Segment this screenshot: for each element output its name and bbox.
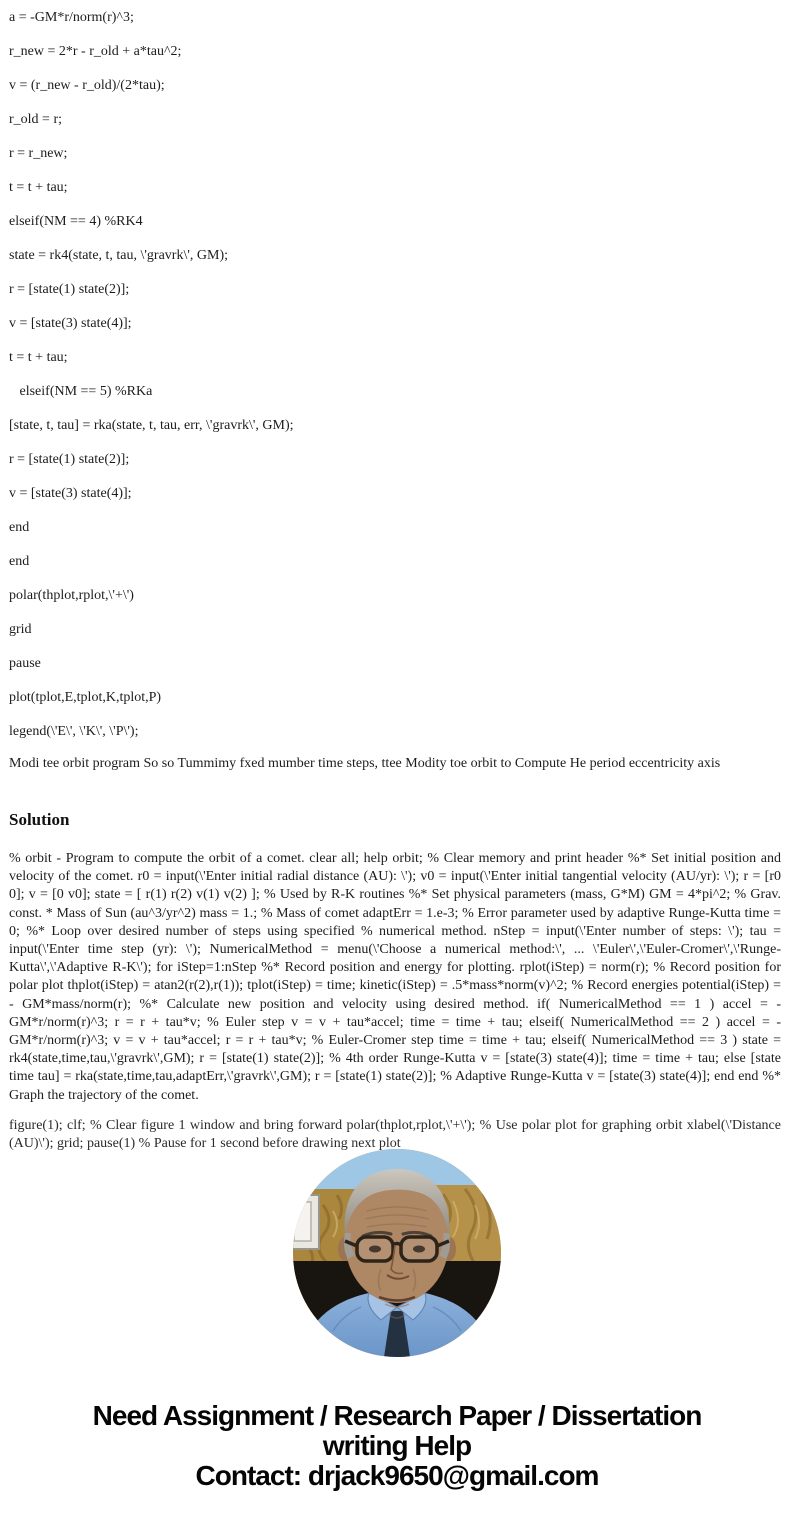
code-line: v = [state(3) state(4)];	[9, 486, 132, 501]
code-line: r_new = 2*r - r_old + a*tau^2;	[9, 44, 182, 59]
code-line: r = r_new;	[9, 146, 68, 161]
code-line: a = -GM*r/norm(r)^3;	[9, 10, 134, 25]
solution-heading: Solution	[9, 810, 70, 829]
code-line: t = t + tau;	[9, 350, 68, 365]
code-line: legend(\'E\', \'K\', \'P\');	[9, 724, 139, 739]
code-line: r_old = r;	[9, 112, 62, 127]
code-line: v = (r_new - r_old)/(2*tau);	[9, 78, 165, 93]
solution-paragraph: % orbit - Program to compute the orbit of a comet. clear all; help orbit; % Clear memory and print header %* Set initial position and velocity of the comet. r0 = input(\'Enter initial radial distance (AU): \'); v0 = input(\'Enter initial tangential velocity (AU/yr): \'); r = [r0 0]; v = [0 v0]; state = [ r(1) r(2) v(1) v(2) ]; % Used by R-K routines %* Set physical parameters (mass, G*M) GM = 4*pi^2; % Grav. const. * Mass of Sun (au^3/yr^2) mass = 1.; % Mass of comet adaptErr = 1.e-3; % Error parameter used by adaptive Runge-Kutta time = 0; %* Loop over desired number of steps using specified % numerical method. nStep = input(\'Enter number of steps: \'); tau = input(\'Enter time step (yr): \'); NumericalMethod = menu(\'Choose a numerical method:\', ... \'Euler\',\'Euler-Cromer\',\'Runge-Kutta\',\'Adaptive R-K\'); for iStep=1:nStep %* Record position and energy for plotting. rplot(iStep) = norm(r); % Record position for polar plot thplot(iStep) = atan2(r(2),r(1)); tplot(iStep) = time; kinetic(iStep) = .5*mass*norm(v)^2; % Record energies potential(iStep) = - GM*mass/norm(r); %* Calculate new position and velocity using desired method. if( NumericalMethod == 1 ) accel = -GM*r/norm(r)^3; r = r + tau*v; % Euler step v = v + tau*accel; time = time + tau; elseif( NumericalMethod == 2 ) accel = -GM*r/norm(r)^3; v = v + tau*accel; r = r + tau*v; % Euler-Cromer step time = time + tau; elseif( NumericalMethod == 3 ) state = rk4(state,time,tau,\'gravrk\',GM); r = [state(1) state(2)]; % 4th order Runge-Kutta v = [state(3) state(4)]; time = time + tau; else [state time tau] = rka(state,time,tau,adaptErr,\'gravrk\',GM); r = [state(1) state(2)]; % Adaptive Runge-Kutta v = [state(3) state(4)]; end end %* Graph the trajectory of the comet.	[9, 851, 781, 1103]
person-avatar-image	[293, 1149, 501, 1357]
code-line: r = [state(1) state(2)];	[9, 452, 130, 467]
code-line: pause	[9, 656, 41, 671]
tutor-photo	[293, 1149, 501, 1357]
footer-contact-email: Contact: drjack9650@gmail.com	[195, 1460, 599, 1491]
code-line: state = rk4(state, t, tau, \'gravrk\', GM);	[9, 248, 228, 263]
code-line: [state, t, tau] = rka(state, t, tau, err, \'gravrk\', GM);	[9, 418, 294, 433]
code-line: r = [state(1) state(2)];	[9, 282, 130, 297]
code-line: end	[9, 554, 30, 569]
question-text: Modi tee orbit program So so Tummimy fxed mumber time steps, ttee Modity toe orbit to Compute He period eccentricity axis	[9, 756, 721, 771]
footer-help-banner	[0, 1401, 794, 1491]
code-line: end	[9, 520, 30, 535]
code-line: grid	[9, 622, 32, 637]
footer-line-2: writing Help	[322, 1430, 472, 1461]
code-line: elseif(NM == 4) %RK4	[9, 214, 143, 229]
code-line: polar(thplot,rplot,\'+\')	[9, 588, 134, 603]
code-block	[9, 8, 785, 756]
code-line: elseif(NM == 5) %RKa	[9, 384, 153, 399]
footer-line-1: Need Assignment / Research Paper / Dissertation	[92, 1400, 702, 1431]
solution-clipped-line: figure(1); clf; % Clear figure 1 window and bring forward polar(thplot,rplot,\'+\'); % Use polar plot for graphing orbit xlabel(\'Distance (AU)\'); grid; pause(1) % Pause for 1 second before drawing next plot	[9, 1118, 781, 1151]
code-line: v = [state(3) state(4)];	[9, 316, 132, 331]
code-line: plot(tplot,E,tplot,K,tplot,P)	[9, 690, 162, 705]
code-line: t = t + tau;	[9, 180, 68, 195]
